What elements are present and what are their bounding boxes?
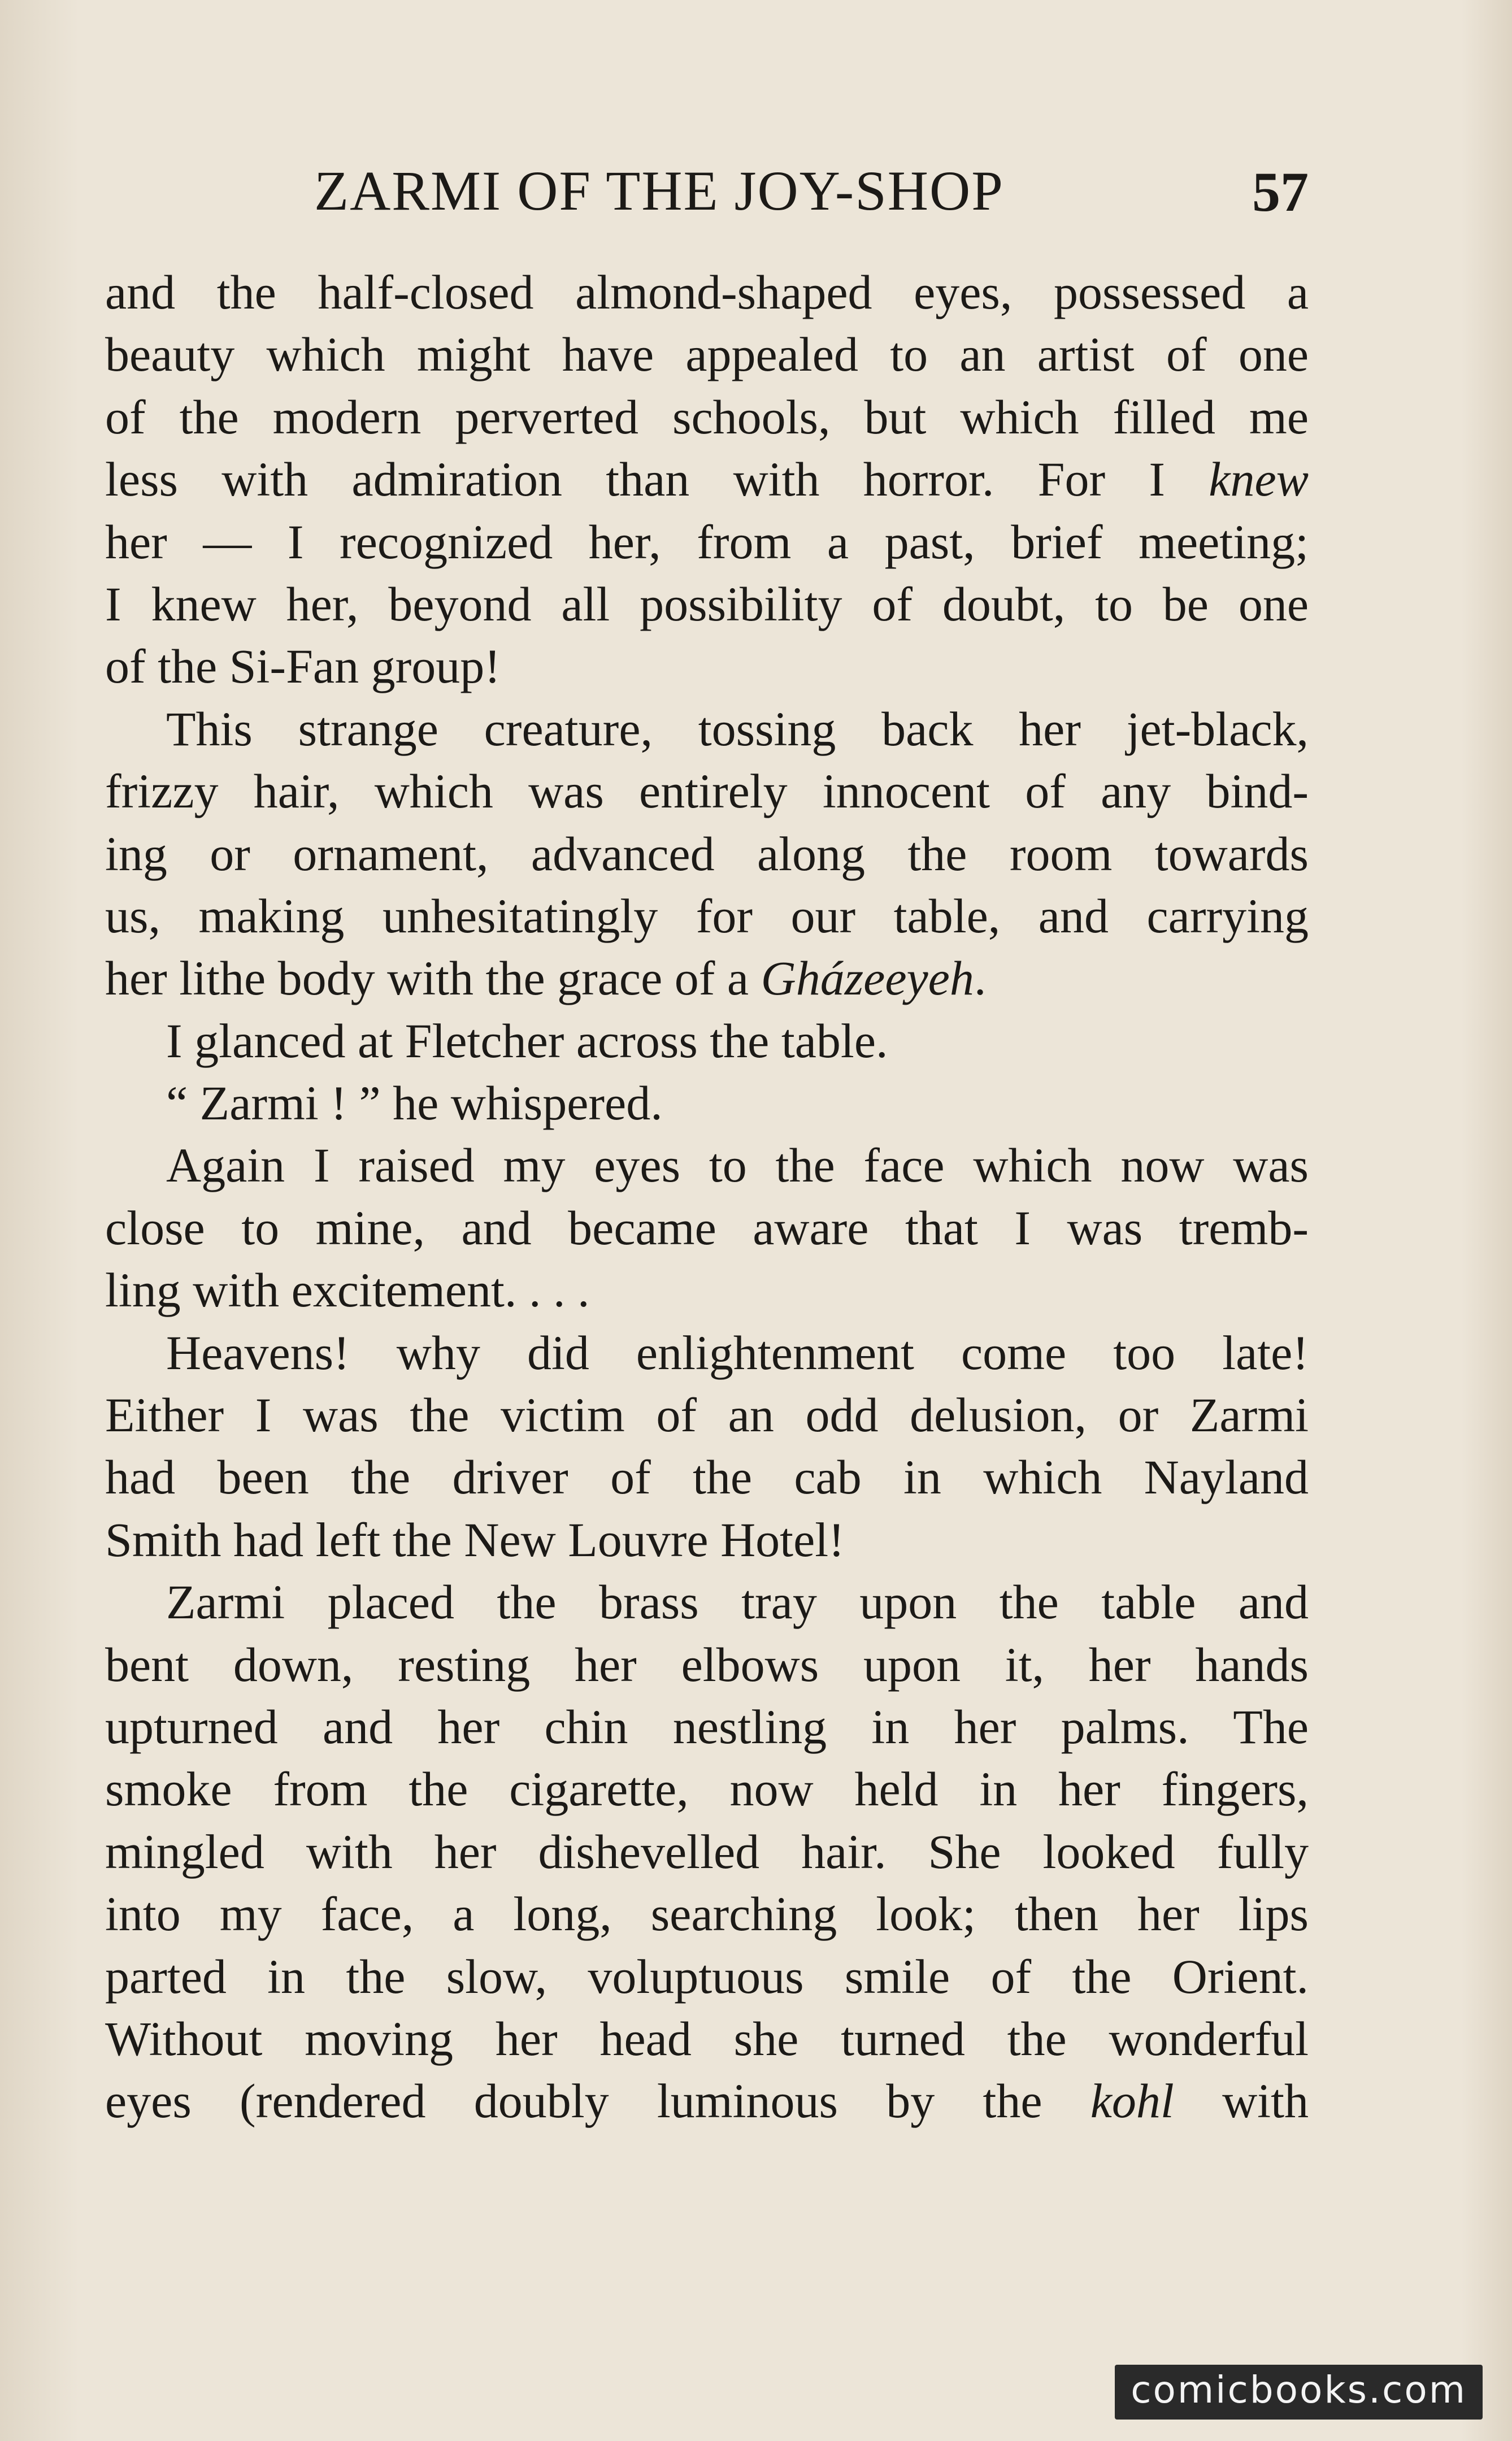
text-line: Zarmi placed the brass tray upon the table and <box>166 1575 1309 1630</box>
text-line: close to mine, and became aware that I was tremb- <box>105 1200 1309 1255</box>
italic-word: knew <box>1209 452 1309 507</box>
italic-word: kohl <box>1090 2074 1174 2129</box>
text-line: Again I raised my eyes to the face which now was <box>166 1138 1309 1193</box>
text-line: and the half-closed almond-shaped eyes, possessed a <box>105 265 1309 319</box>
text-line: frizzy hair, which was entirely innocent of any bind- <box>105 764 1309 819</box>
text-line: her — I recognized her, from a past, brief meeting; <box>105 514 1309 569</box>
text-line: of the modern perverted schools, but which filled me <box>105 389 1309 444</box>
text-line: us, making unhesitatingly for our table, and carrying <box>105 888 1309 943</box>
text-line: Heavens! why did enlightenment come too late! <box>166 1325 1309 1380</box>
text-line: This strange creature, tossing back her jet-black, <box>166 701 1309 756</box>
watermark-logo: comicbooks.com <box>1115 2365 1483 2420</box>
text-line: of the Si-Fan group! <box>105 639 501 694</box>
text-line: ing or ornament, advanced along the room towards <box>105 826 1309 881</box>
text-line: Without moving her head she turned the wonderful <box>105 2011 1309 2066</box>
body-text <box>105 261 1309 2132</box>
page-number: 57 <box>1252 160 1309 223</box>
running-header <box>105 153 1309 223</box>
text-line: “ Zarmi ! ” he whispered. <box>166 1076 663 1131</box>
text-line: had been the driver of the cab in which Nayland <box>105 1450 1309 1505</box>
text-line: I knew her, beyond all possibility of doubt, to be one <box>105 576 1309 631</box>
text-line: eyes (rendered doubly luminous by the kohl with <box>105 2074 1309 2129</box>
text-line: ling with excitement. . . . <box>105 1263 590 1318</box>
text-line: upturned and her chin nestling in her palms. The <box>105 1699 1309 1754</box>
text-line: I glanced at Fletcher across the table. <box>166 1013 888 1068</box>
italic-word: Gházeeyeh <box>761 951 974 1006</box>
text-line: beauty which might have appealed to an artist of one <box>105 327 1309 382</box>
running-title: ZARMI OF THE JOY-SHOP <box>314 159 1004 222</box>
text-line: her lithe body with the grace of a Gházeeyeh. <box>105 951 987 1006</box>
text-line: into my face, a long, searching look; then her lips <box>105 1887 1309 1941</box>
text-line: parted in the slow, voluptuous smile of the Orient. <box>105 1949 1309 2004</box>
text-line: Either I was the victim of an odd delusion, or Zarmi <box>105 1388 1309 1443</box>
text-line: bent down, resting her elbows upon it, her hands <box>105 1637 1309 1692</box>
text-line: Smith had left the New Louvre Hotel! <box>105 1512 845 1567</box>
text-line: smoke from the cigarette, now held in her fingers, <box>105 1762 1309 1817</box>
text-line: less with admiration than with horror. For I knew <box>105 452 1309 507</box>
text-line: mingled with her dishevelled hair. She looked fully <box>105 1824 1309 1879</box>
